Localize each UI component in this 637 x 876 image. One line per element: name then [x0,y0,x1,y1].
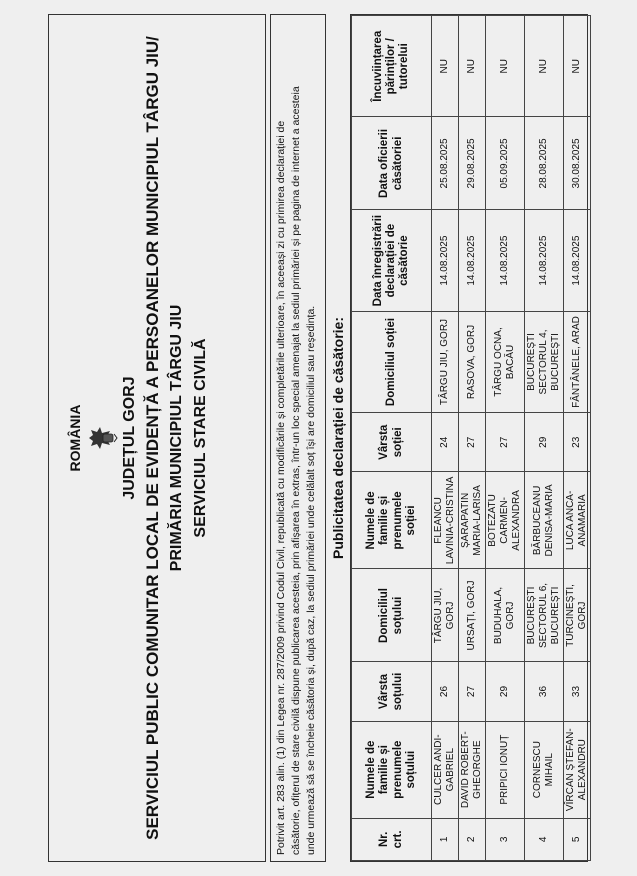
table-row [459,16,486,861]
table-cell: 1 [432,818,459,860]
table-cell: 27 [459,662,486,721]
table-title: Publicitatea declarației de căsătorie: [330,317,346,559]
column-header: Vârsta soției [352,413,432,472]
table-cell: CORNESCU MIHAIL [525,721,564,818]
table-cell: NU [564,16,591,117]
intro-line: căsătorie, ofițerul de stare civilă dispune publicarea acesteia, prin afișarea în extras, într-un loc special amenajat la sediul primăriei și pe pagina de internet a acesteia [290,86,303,855]
document-page [48,14,588,862]
column-header: Vârsta soțului [352,662,432,721]
table-cell: ȘARAPATIN MARIA-LARISA [459,472,486,569]
table-cell: 4 [525,818,564,860]
table-cell: 25.08.2025 [432,117,459,210]
header-box [48,14,266,862]
table-cell: 29 [525,413,564,472]
table-cell: CULCER ANDI-GABRIEL [432,721,459,818]
table-cell: 27 [459,413,486,472]
table-cell: NU [525,16,564,117]
table-row [432,16,459,861]
table-cell: VÎRCAN ȘTEFAN-ALEXANDRU [564,721,591,818]
table-cell: BOTEZATU CARMEN-ALEXANDRA [486,472,525,569]
table-cell: 27 [486,413,525,472]
table-cell: FÂNTÂNELE, ARAD [564,311,591,412]
table-cell: 14.08.2025 [459,210,486,311]
city-hall-title: PRIMĂRIA MUNICIPIUL TÂRGU JIU [168,304,186,572]
column-header: Domiciliul soției [352,311,432,412]
column-header: Domiciliul soțului [352,569,432,662]
column-header: Încuviințarea părinților / tutorelui [352,16,432,117]
table-cell: 05.09.2025 [486,117,525,210]
column-header: Numele de familie și prenumele soției [352,472,432,569]
table-cell: 29.08.2025 [459,117,486,210]
table-cell: FLEANCU LAVINIA-CRISTINA [432,472,459,569]
table-cell: 14.08.2025 [432,210,459,311]
country-title: ROMÂNIA [67,404,83,472]
intro-text [270,14,326,862]
table-cell: RASOVA, GORJ [459,311,486,412]
county-title: JUDEȚUL GORJ [120,376,138,500]
table-cell: TURCINEȘTI, GORJ [564,569,591,662]
table-cell: NU [459,16,486,117]
table-cell: 2 [459,818,486,860]
intro-line: Potrivit art. 283 alin. (1) din Legea nr. 287/2009 privind Codul Civil, republicată cu modificările și completările ulterioare, în aceeași zi cu primirea declarației de [275,120,287,855]
table-cell: BUCUREȘTI SECTORUL 4, BUCUREȘTI [525,311,564,412]
declarations-table [351,15,591,861]
table-cell: 36 [525,662,564,721]
table-cell: LUCA ANCA-ANAMARIA [564,472,591,569]
table-cell: TÂRGU JIU, GORJ [432,569,459,662]
service-title: SERVICIUL PUBLIC COMUNITAR LOCAL DE EVIDENȚĂ A PERSOANELOR MUNICIPIUL TÂRGU JIU/ [142,36,162,840]
table-cell: 14.08.2025 [564,210,591,311]
intro-line: unde urmează să se încheie căsătoria și, după caz, la sediul primăriei unde celălalt soț își are domiciliul sau reședința. [305,305,318,855]
table-cell: BUCUREȘTI SECTORUL 6, BUCUREȘTI [525,569,564,662]
column-header: Data oficierii căsătoriei [352,117,432,210]
table-cell: 33 [564,662,591,721]
coat-of-arms-icon [88,425,118,451]
table-header-row [352,16,432,861]
column-header: Data înregistrării declarației de căsătorie [352,210,432,311]
column-header: Nr. crt. [352,818,432,860]
table-cell: 14.08.2025 [525,210,564,311]
table-cell: NU [486,16,525,117]
table-cell: URSAȚI, GORJ [459,569,486,662]
table-row [486,16,525,861]
table-cell: BUDUHALA, GORJ [486,569,525,662]
table-cell: 28.08.2025 [525,117,564,210]
table-cell: 5 [564,818,591,860]
table-cell: 29 [486,662,525,721]
table-row [525,16,564,861]
table-cell: 23 [564,413,591,472]
table-cell: PRIPICI IONUȚ [486,721,525,818]
table-cell: 24 [432,413,459,472]
table-cell: 26 [432,662,459,721]
table-cell: TÂRGU OCNA, BACĂU [486,311,525,412]
table-cell: NU [432,16,459,117]
civil-service-title: SERVICIUL STARE CIVILĂ [191,338,209,538]
table-cell: 14.08.2025 [486,210,525,311]
table-cell: TÂRGU JIU, GORJ [432,311,459,412]
table-row [564,16,591,861]
table-cell: 30.08.2025 [564,117,591,210]
table-cell: BĂRBUCEANU DENISA-MARIA [525,472,564,569]
table-cell: DAVID ROBERT-GHEORGHE [459,721,486,818]
column-header: Numele de familie și prenumele soțului [352,721,432,818]
declarations-table-box [350,14,588,862]
table-cell: 3 [486,818,525,860]
